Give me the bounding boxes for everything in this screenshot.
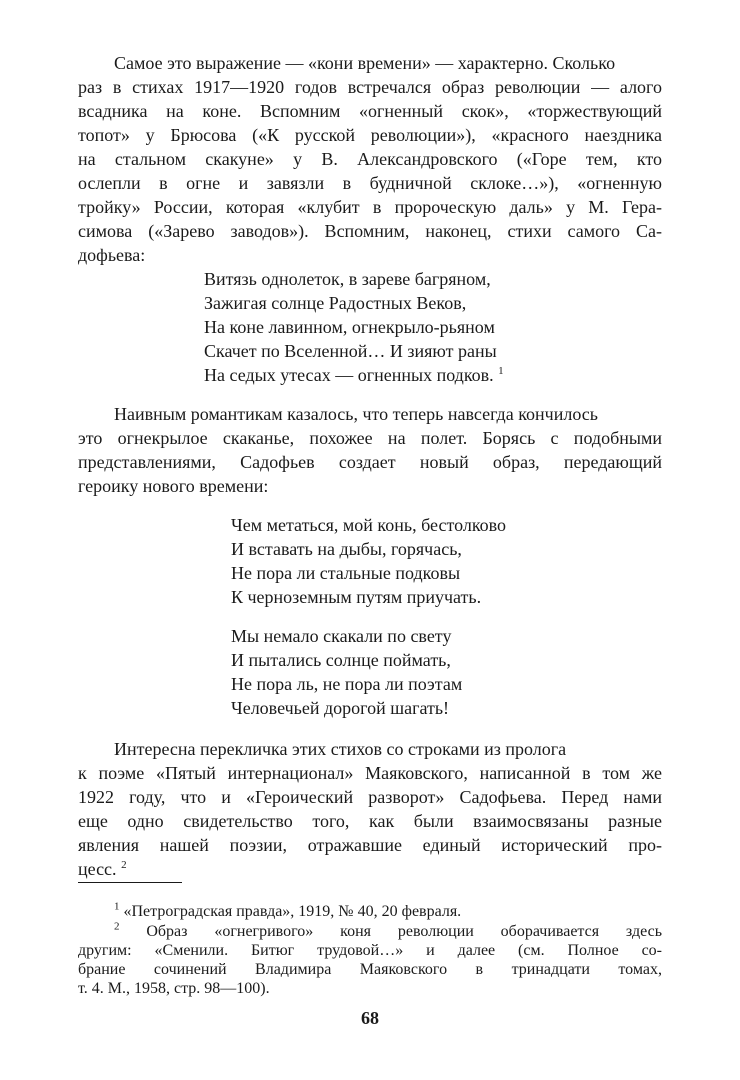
footnote-1-reference: 1 [498, 365, 504, 377]
poem-2-stanza-1-line-1: Чем метаться, мой конь, бестолково [231, 515, 507, 535]
poem-2-stanza-2-line-1: Мы немало скакали по свету [231, 626, 452, 646]
footnote-2-reference: 2 [121, 859, 127, 871]
paragraph-1-line-6: ослепли в огне и завязли в будничной склоке…»), «огненную [78, 173, 662, 193]
paragraph-3-line-6 [78, 858, 127, 880]
footnote-1-mark: 1 [114, 900, 120, 913]
paragraph-2-line-3: представлениями, Садофьев создает новый образ, передающий [78, 452, 662, 472]
footnote-2-line-1-text: Образ «огнегривого» коня революции оборачивается здесь [146, 923, 663, 940]
poem-2-stanza-2-line-4: Человечьей дорогой шагать! [231, 698, 450, 718]
paragraph-3-line-1: Интересна перекличка этих стихов со строками из пролога [114, 739, 567, 759]
paragraph-1-line-8: симова («Зарево заводов»). Вспомним, наконец, стихи самого Са- [78, 221, 662, 241]
footnote-separator [78, 882, 182, 883]
paragraph-1-line-5: на стальном скакуне» у В. Александровского («Горе тем, кто [78, 149, 662, 169]
paragraph-1-line-2: раз в стихах 1917—1920 годов встречался образ революции — алого [78, 77, 662, 97]
poem-1-line-5 [204, 364, 504, 386]
poem-1-line-5-text: На седых утесах — огненных подков. [204, 365, 494, 385]
footnote-2-line-3: брание сочинений Владимира Маяковского в тринадцати томах, [78, 961, 662, 978]
poem-1-line-1: Витязь однолеток, в зареве багряном, [204, 269, 491, 289]
footnote-1-text: «Петроградская правда», 1919, № 40, 20 февраля. [123, 903, 462, 920]
paragraph-3-line-4: еще одно свидетельство того, как были взаимосвязаны разные [78, 811, 662, 831]
poem-1-line-2: Зажигая солнце Радостных Веков, [204, 293, 467, 313]
poem-2-stanza-2-line-2: И пытались солнце поймать, [231, 650, 451, 670]
poem-1-line-3: На коне лавинном, огнекрыло-рьяном [204, 317, 495, 337]
paragraph-3-line-2: к поэме «Пятый интернационал» Маяковского, написанной в том же [78, 763, 662, 783]
paragraph-2-line-2: это огнекрылое скаканье, похожее на полет. Борясь с подобными [78, 428, 662, 448]
paragraph-2-line-4: героику нового времени: [78, 476, 269, 496]
paragraph-3-line-6-text: цесс. [78, 859, 117, 879]
paragraph-3-line-3: 1922 году, что и «Героический разворот» Садофьева. Перед нами [78, 787, 662, 807]
paragraph-3-line-5: явления нашей поэзии, отражавшие единый исторический про- [78, 835, 662, 855]
poem-2-stanza-1-line-3: Не пора ли стальные подковы [231, 563, 461, 583]
footnote-2-line-2: другим: «Сменили. Битюг трудовой…» и далее (см. Полное со- [78, 942, 662, 959]
footnote-2-line-4: т. 4. М., 1958, стр. 98—100). [78, 980, 270, 997]
footnote-2-mark: 2 [114, 920, 120, 933]
poem-1-line-4: Скачет по Вселенной… И зияют раны [204, 341, 497, 361]
footnote-1 [114, 902, 662, 921]
paragraph-1-line-1: Самое это выражение — «кони времени» — характерно. Сколько [114, 53, 616, 73]
poem-2-stanza-1-line-2: И вставать на дыбы, горячась, [231, 539, 462, 559]
paragraph-2-line-1: Наивным романтикам казалось, что теперь навсегда кончилось [114, 404, 598, 424]
footnote-2-line-1 [114, 922, 662, 941]
page-number: 68 [361, 1008, 379, 1028]
paragraph-1-line-9: дофьева: [78, 245, 146, 265]
paragraph-1-line-4: топот» у Брюсова («К русской революции»), «красного наездника [78, 125, 662, 145]
poem-2-stanza-1-line-4: К черноземным путям приучать. [231, 587, 482, 607]
poem-2-stanza-2-line-3: Не пора ль, не пора ли поэтам [231, 674, 463, 694]
paragraph-1-line-3: всадника на коне. Вспомним «огненный скок», «торжествующий [78, 101, 662, 121]
paragraph-1-line-7: тройку» России, которая «клубит в пророческую даль» у М. Гера- [78, 197, 662, 217]
